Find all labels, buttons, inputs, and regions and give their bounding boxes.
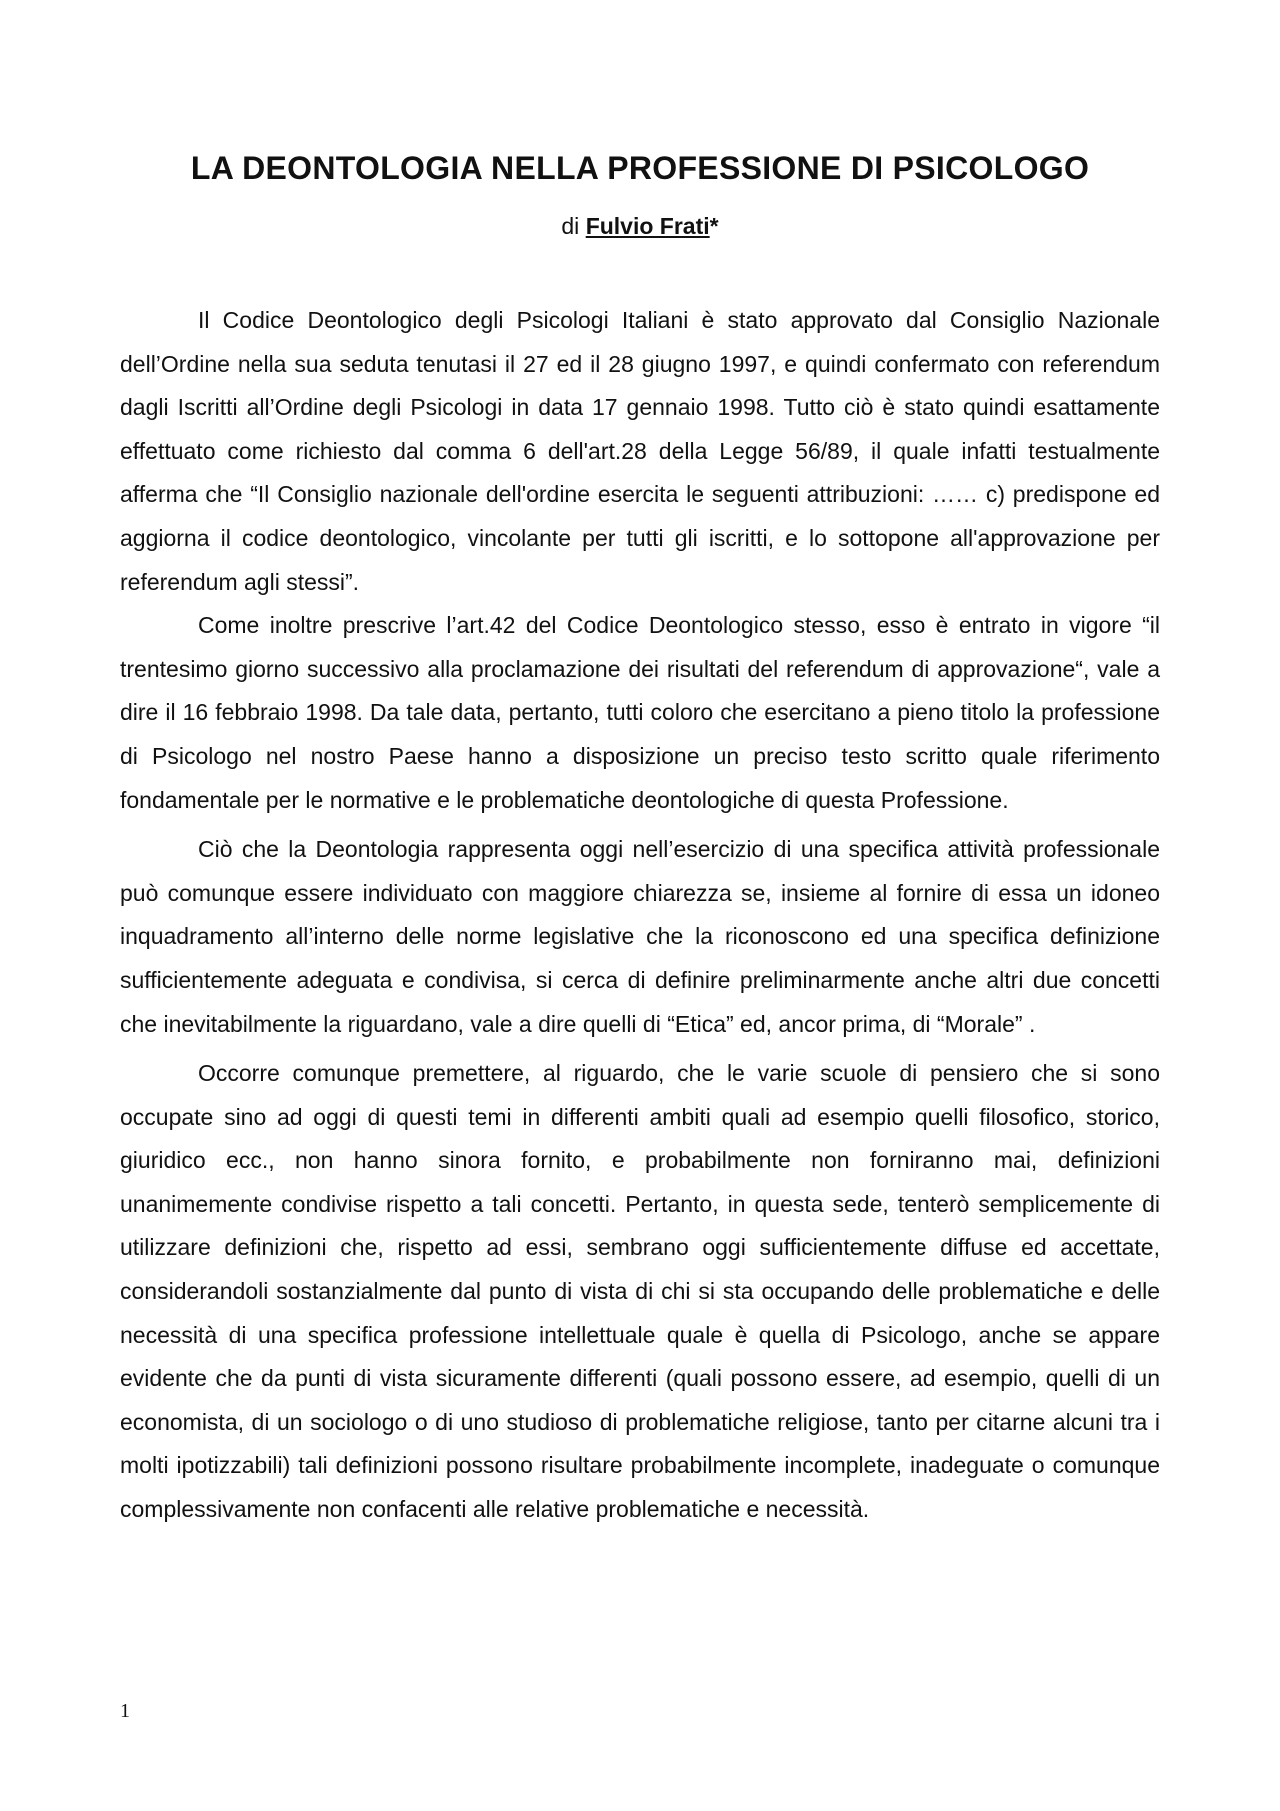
byline-prefix: di	[561, 213, 586, 239]
author-footnote-mark: *	[709, 213, 719, 239]
paragraph-4: Occorre comunque premettere, al riguardo, che le varie scuole di pensiero che si sono occupate sino ad oggi di questi temi in differenti ambiti quali ad esempio quelli filosofico, storico, giuridico ecc., non hanno sinora fornito, e probabilmente non forniranno mai, definizioni unanimemente condivise rispetto a tali concetti. Pertanto, in questa sede, tenterò semplicemente di utilizzare definizioni che, rispetto ad essi, sembrano oggi sufficientemente diffuse ed accettate, considerandoli sostanzialmente dal punto di vista di chi si sta occupando delle problematiche e delle necessità di una specifica professione intellettuale quale è quella di Psicologo, anche se appare evidente che da punti di vista sicuramente differenti (quali possono essere, ad esempio, quelli di un economista, di un sociologo o di uno studioso di problematiche religiose, tanto per citarne alcuni tra i molti ipotizzabili) tali definizioni possono risultare probabilmente incomplete, inadeguate o comunque complessivamente non confacenti alle relative problematiche e necessità.	[120, 1060, 1160, 1523]
page-number: 1	[120, 1700, 130, 1722]
paragraph-3: Ciò che la Deontologia rappresenta oggi nell’esercizio di una specifica attività professionale può comunque essere individuato con maggiore chiarezza se, insieme al fornire di essa un idoneo inquadramento all’interno delle norme legislative che la riconoscono ed una specifica definizione sufficientemente adeguata e condivisa, si cerca di definire preliminarmente anche altri due concetti che inevitabilmente la riguardano, vale a dire quelli di “Etica” ed, ancor prima, di “Morale” .	[120, 836, 1160, 1037]
author-name: Fulvio Frati	[585, 213, 710, 239]
paragraph-2: Come inoltre prescrive l’art.42 del Codice Deontologico stesso, esso è entrato in vigore “il trentesimo giorno successivo alla proclamazione dei risultati del referendum di approvazione“, vale a dire il 16 febbraio 1998. Da tale data, pertanto, tutti coloro che esercitano a pieno titolo la professione di Psicologo nel nostro Paese hanno a disposizione un preciso testo scritto quale riferimento fondamentale per le normative e le problematiche deontologiche di questa Professione.	[120, 612, 1160, 813]
document-body	[120, 299, 1160, 1532]
paragraph-1: Il Codice Deontologico degli Psicologi Italiani è stato approvato dal Consiglio Nazionale dell’Ordine nella sua seduta tenutasi il 27 ed il 28 giugno 1997, e quindi confermato con referendum dagli Iscritti all’Ordine degli Psicologi in data 17 gennaio 1998. Tutto ciò è stato quindi esattamente effettuato come richiesto dal comma 6 dell'art.28 della Legge 56/89, il quale infatti testualmente afferma che “Il Consiglio nazionale dell'ordine esercita le seguenti attribuzioni: …… c) predispone ed aggiorna il codice deontologico, vincolante per tutti gli iscritti, e lo sottopone all'approvazione per referendum agli stessi”.	[120, 307, 1160, 595]
document-title: LA DEONTOLOGIA NELLA PROFESSIONE DI PSICOLOGO	[190, 150, 1090, 186]
byline	[120, 213, 1160, 240]
